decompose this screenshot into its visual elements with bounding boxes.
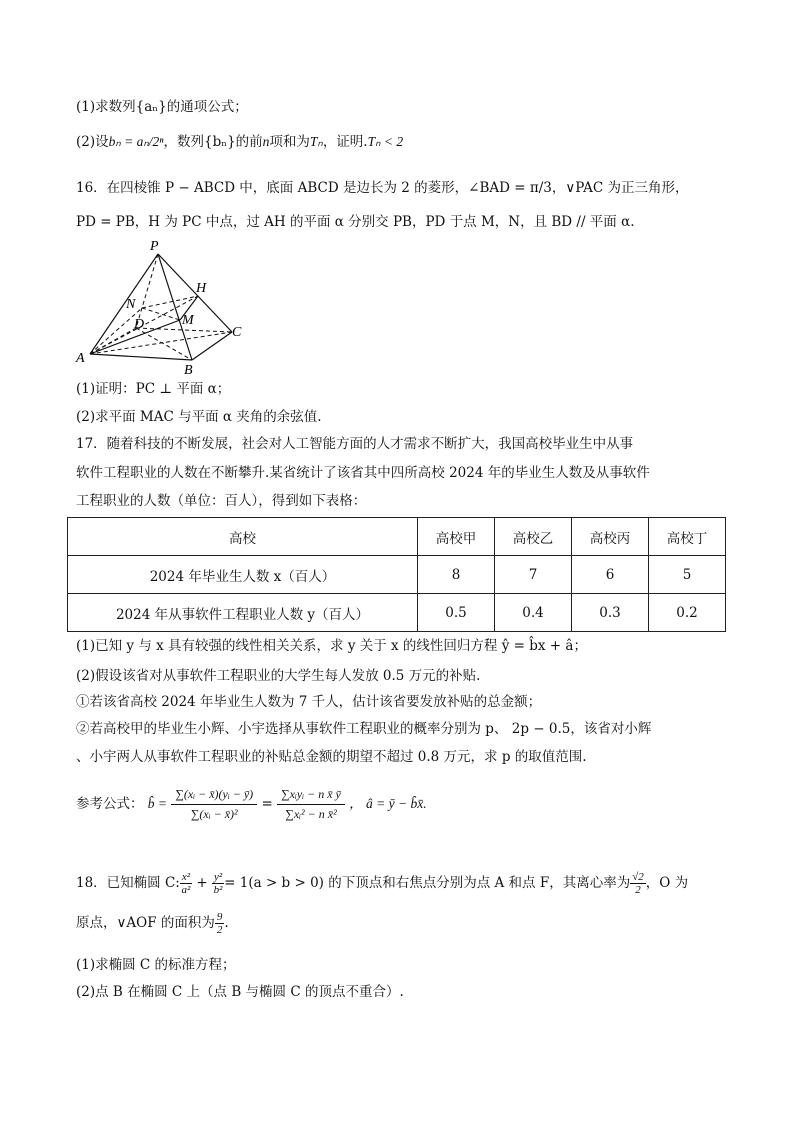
label-C: C bbox=[232, 325, 242, 340]
header-cell: 高校甲 bbox=[418, 518, 495, 556]
table-cell: 0.5 bbox=[418, 594, 495, 632]
ref-eq: = bbox=[261, 796, 273, 812]
table-row bbox=[68, 594, 726, 632]
table-cell: 0.2 bbox=[649, 594, 726, 632]
ecc-num: √2 bbox=[632, 871, 644, 883]
a-squared: a² bbox=[181, 884, 191, 896]
b-squared: b² bbox=[213, 884, 223, 896]
q17-part1: (1)已知 y 与 x 具有较强的线性相关关系，求 y 关于 x 的线性回归方程 ŷ = b̂x + â； bbox=[76, 638, 587, 654]
pyramid-figure bbox=[70, 236, 260, 376]
q18-part1: (1)求椭圆 C 的标准方程； bbox=[76, 957, 236, 973]
q15-part2-end: ，证明. bbox=[322, 134, 368, 150]
area-fraction bbox=[215, 911, 225, 936]
ref-a: ， â = ȳ − b̂x̄. bbox=[349, 796, 427, 811]
row-label: 2024 年从事软件工程职业人数 y（百人） bbox=[68, 594, 418, 632]
q18-line2-b: . bbox=[224, 915, 229, 931]
q15-part2 bbox=[76, 132, 403, 152]
area-num: 9 bbox=[216, 911, 223, 923]
header-cell: 高校 bbox=[68, 518, 418, 556]
label-H: H bbox=[196, 281, 207, 296]
q17-reference-formula bbox=[76, 782, 427, 826]
ref-fraction-1 bbox=[171, 787, 257, 822]
y-squared: y² bbox=[213, 871, 223, 883]
q17-part2: (2)假设该省对从事软件工程职业的大学生每人发放 0.5 万元的补贴. bbox=[76, 668, 481, 684]
edge-PB bbox=[158, 254, 192, 360]
area-den: 2 bbox=[216, 924, 223, 936]
q17-line2: 软件工程职业的人数在不断攀升.某省统计了该省其中四所高校 2024 年的毕业生人数及从事软件 bbox=[76, 465, 650, 481]
table-cell: 7 bbox=[495, 556, 572, 594]
label-D: D bbox=[134, 317, 145, 332]
q16-part2: (2)求平面 MAC 与平面 α 夹角的余弦值. bbox=[76, 409, 322, 425]
table-cell: 6 bbox=[572, 556, 649, 594]
edge-NM bbox=[142, 308, 180, 320]
ref-den1: ∑(xᵢ − x̄)² bbox=[190, 807, 238, 821]
ecc-den: 2 bbox=[635, 884, 641, 896]
ref-fraction-2 bbox=[277, 787, 345, 822]
q15-part2-formula: bₙ = aₙ/2ⁿ bbox=[108, 134, 164, 149]
q15-part2-prefix: (2)设 bbox=[76, 134, 109, 150]
q18-line1-a: 18．已知椭圆 C: bbox=[76, 875, 180, 891]
ref-num2: ∑xᵢyᵢ − n x̄ ȳ bbox=[277, 787, 345, 805]
q16-part1: (1)证明：PC ⊥ 平面 α； bbox=[76, 381, 231, 397]
q17-sub2-line2: 、小宇两人从事软件工程职业的补贴总金额的期望不超过 0.8 万元，求 p 的取值范围. bbox=[76, 749, 587, 765]
table-cell: 8 bbox=[418, 556, 495, 594]
q15-part2-T: Tₙ bbox=[309, 134, 323, 149]
ref-b: b̂ = bbox=[147, 796, 168, 811]
q18-line1-c: ，O 为 bbox=[645, 875, 689, 891]
edge-AB bbox=[90, 354, 192, 360]
edge-BC bbox=[192, 332, 232, 360]
q15-part2-ineq: Tₙ < 2 bbox=[367, 134, 404, 149]
edge-PA bbox=[90, 254, 158, 354]
label-P: P bbox=[150, 239, 159, 254]
ellipse-x-term bbox=[180, 871, 192, 896]
table-header-row bbox=[68, 518, 726, 556]
q15-part1: (1)求数列{aₙ}的通项公式； bbox=[76, 99, 248, 115]
edge-PC bbox=[158, 254, 232, 332]
label-M: M bbox=[182, 313, 194, 328]
q15-part2-n: n bbox=[262, 134, 270, 149]
row-label: 2024 年毕业生人数 x（百人） bbox=[68, 556, 418, 594]
ref-label: 参考公式： bbox=[76, 796, 144, 812]
q17-sub1: ①若该省高校 2024 年毕业生人数为 7 千人，估计该省要发放补贴的总金额； bbox=[76, 694, 542, 710]
q16-line1: 16．在四棱锥 P − ABCD 中，底面 ABCD 是边长为 2 的菱形，∠BAD = π/3，∨PAC 为正三角形， bbox=[76, 180, 689, 196]
q16-line2: PD = PB，H 为 PC 中点，过 AH 的平面 α 分别交 PB，PD 于点 M，N，且 BD // 平面 α. bbox=[76, 214, 635, 230]
q15-part2-mid: ，数列{bₙ}的前 bbox=[163, 134, 263, 150]
eccentricity bbox=[630, 871, 646, 896]
q17-sub2-line1: ②若高校甲的毕业生小辉、小宇选择从事软件工程职业的概率分别为 p、 2p − 0.5，该省对小辉 bbox=[76, 721, 652, 737]
header-cell: 高校丙 bbox=[572, 518, 649, 556]
q18-line1: 18．已知椭圆 C: $\frac{\text{x²}}{\text{a²}}$ + $\frac{\text{y²}}{\text{b²}}$ = 1(a > b > 0) 的下顶点和右焦点分别为点 A 和点 F，其离心率为 $\frac{√2}{2}$ ，O 为 bbox=[76, 871, 689, 896]
q18-line2-a: 原点，∨AOF 的面积为 bbox=[76, 915, 215, 931]
q17-line3: 工程职业的人数（单位：百人），得到如下表格： bbox=[76, 493, 367, 509]
label-A: A bbox=[76, 351, 85, 366]
header-cell: 高校丁 bbox=[649, 518, 726, 556]
graduates-table bbox=[67, 517, 726, 632]
table-cell: 5 bbox=[649, 556, 726, 594]
label-N: N bbox=[126, 297, 136, 312]
q15-part2-tail: 项和为 bbox=[269, 134, 310, 150]
table-cell: 0.3 bbox=[572, 594, 649, 632]
table-cell: 0.4 bbox=[495, 594, 572, 632]
ref-num1: ∑(xᵢ − x̄)(yᵢ − ȳ) bbox=[171, 787, 257, 805]
q18-line1-b: = 1(a > b > 0) 的下顶点和右焦点分别为点 A 和点 F，其离心率为 bbox=[224, 875, 631, 891]
label-B: B bbox=[184, 363, 193, 376]
header-cell: 高校乙 bbox=[495, 518, 572, 556]
x-squared: x² bbox=[181, 871, 191, 883]
ellipse-y-term bbox=[212, 871, 224, 896]
q17-line1: 17．随着科技的不断发展，社会对人工智能方面的人才需求不断扩大，我国高校毕业生中从事 bbox=[76, 436, 634, 452]
q18-line2 bbox=[76, 908, 229, 938]
ref-den2: ∑xᵢ² − n x̄² bbox=[285, 807, 337, 821]
q18-part2: (2)点 B 在椭圆 C 上（点 B 与椭圆 C 的顶点不重合）. bbox=[76, 984, 404, 1000]
table-row bbox=[68, 556, 726, 594]
